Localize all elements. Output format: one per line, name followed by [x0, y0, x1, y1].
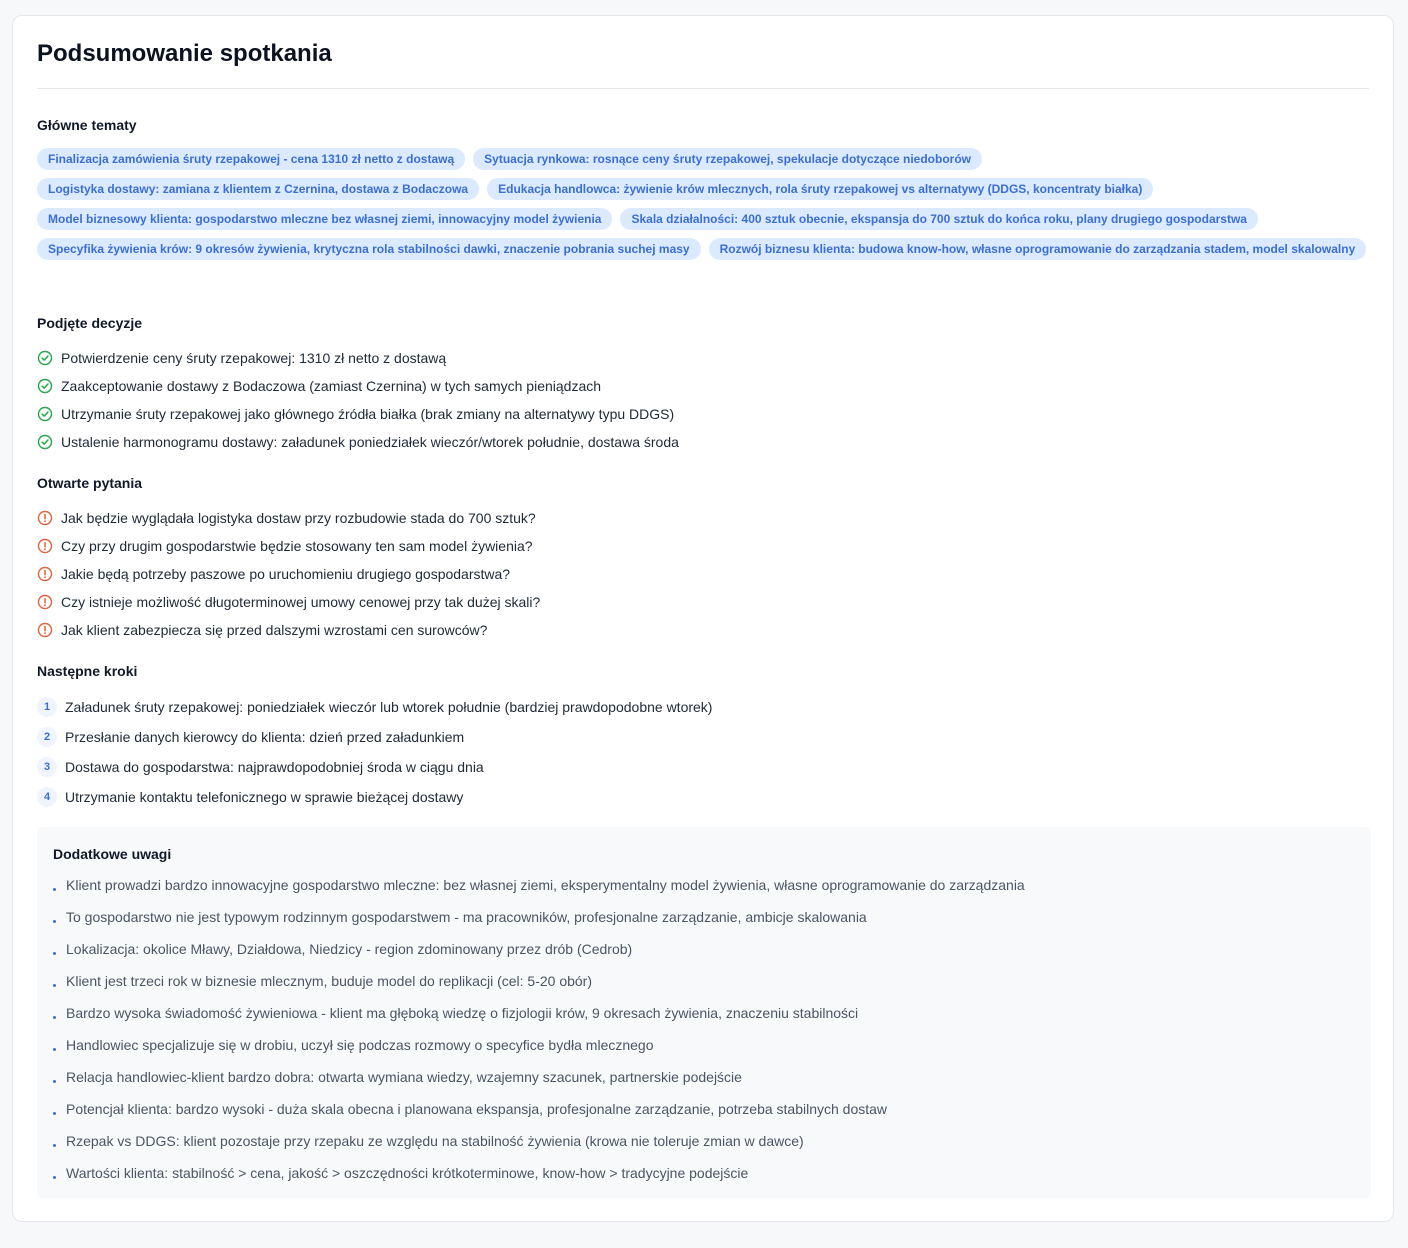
decision-item	[37, 372, 1371, 400]
note-text: Potencjał klienta: bardzo wysoki - duża skala obecna i planowana ekspansja, profesjonalne zarządzanie, potrzeba stabilnych dostaw	[66, 1101, 888, 1117]
note-text: To gospodarstwo nie jest typowym rodzinnym gospodarstwem - ma pracowników, profesjonalne zarządzanie, ambicje skalowania	[66, 909, 867, 925]
next-step-item	[37, 752, 1371, 782]
bullet-dot-icon	[53, 1144, 56, 1147]
summary-card	[12, 15, 1394, 1222]
question-item	[37, 532, 1371, 560]
check-circle-icon	[37, 434, 53, 450]
bullet-dot-icon	[53, 984, 56, 987]
open-questions-section	[37, 474, 1371, 644]
note-text: Wartości klienta: stabilność > cena, jakość > oszczędności krótkoterminowe, know-how > tradycyjne podejście	[66, 1165, 749, 1181]
decisions-heading: Podjęte decyzje	[37, 315, 143, 331]
question-item	[37, 504, 1371, 532]
page-title: Podsumowanie spotkania	[37, 40, 332, 67]
note-text: Handlowiec specjalizuje się w drobiu, uczył się podczas rozmowy o specyfice bydła mlecznego	[66, 1037, 654, 1053]
question-text: Czy przy drugim gospodarstwie będzie stosowany ten sam model żywienia?	[61, 538, 533, 554]
decision-text: Potwierdzenie ceny śruty rzepakowej: 1310 zł netto z dostawą	[61, 350, 447, 366]
bullet-dot-icon	[53, 1048, 56, 1051]
bullet-dot-icon	[53, 1080, 56, 1083]
decision-item	[37, 428, 1371, 456]
main-topics-heading: Główne tematy	[37, 117, 137, 133]
topic-chip: Specyfika żywienia krów: 9 okresów żywienia, krytyczna rola stabilności dawki, znaczenie pobrania suchej masy	[37, 238, 701, 260]
topic-chip: Sytuacja rynkowa: rosnące ceny śruty rzepakowej, spekulacje dotyczące niedoborów	[473, 148, 982, 170]
alert-circle-icon	[37, 566, 53, 582]
alert-circle-icon	[37, 622, 53, 638]
note-item	[53, 869, 1355, 901]
open-questions-list	[37, 504, 1371, 644]
step-text: Załadunek śruty rzepakowej: poniedziałek wieczór lub wtorek południe (bardziej prawdopodobne wtorek)	[65, 699, 713, 715]
next-steps-heading: Następne kroki	[37, 663, 138, 679]
alert-circle-icon	[37, 510, 53, 526]
next-steps-list	[37, 692, 1371, 812]
title-divider	[37, 88, 1369, 89]
question-item	[37, 560, 1371, 588]
bullet-dot-icon	[53, 1112, 56, 1115]
main-topics-section	[37, 116, 1371, 260]
note-item	[53, 1061, 1355, 1093]
decision-text: Utrzymanie śruty rzepakowej jako głównego źródła białka (brak zmiany na alternatywy typu DDGS)	[61, 406, 675, 422]
open-questions-heading: Otwarte pytania	[37, 475, 143, 491]
step-text: Dostawa do gospodarstwa: najprawdopodobniej środa w ciągu dnia	[65, 759, 484, 775]
question-text: Czy istnieje możliwość długoterminowej umowy cenowej przy tak dużej skali?	[61, 594, 541, 610]
note-item	[53, 1157, 1355, 1189]
step-text: Przesłanie danych kierowcy do klienta: dzień przed załadunkiem	[65, 729, 465, 745]
bullet-dot-icon	[53, 952, 56, 955]
decision-text: Ustalenie harmonogramu dostawy: załadunek poniedziałek wieczór/wtorek południe, dostawa środa	[61, 434, 679, 450]
additional-notes-panel	[37, 827, 1371, 1198]
bullet-dot-icon	[53, 1176, 56, 1179]
topic-chip: Model biznesowy klienta: gospodarstwo mleczne bez własnej ziemi, innowacyjny model żywienia	[37, 208, 612, 230]
note-item	[53, 1029, 1355, 1061]
alert-circle-icon	[37, 538, 53, 554]
bullet-dot-icon	[53, 1016, 56, 1019]
topic-chip: Skala działalności: 400 sztuk obecnie, ekspansja do 700 sztuk do końca roku, plany drugiego gospodarstwa	[620, 208, 1258, 230]
alert-circle-icon	[37, 594, 53, 610]
decision-text: Zaakceptowanie dostawy z Bodaczowa (zamiast Czernina) w tych samych pieniądzach	[61, 378, 602, 394]
question-text: Jakie będą potrzeby paszowe po uruchomieniu drugiego gospodarstwa?	[61, 566, 511, 582]
note-item	[53, 997, 1355, 1029]
note-item	[53, 965, 1355, 997]
step-number-badge: 2	[37, 727, 57, 747]
note-text: Relacja handlowiec-klient bardzo dobra: otwarta wymiana wiedzy, wzajemny szacunek, partnerskie podejście	[66, 1069, 742, 1085]
note-item	[53, 1093, 1355, 1125]
decision-item	[37, 344, 1371, 372]
decisions-list	[37, 344, 1371, 456]
topic-chip: Finalizacja zamówienia śruty rzepakowej - cena 1310 zł netto z dostawą	[37, 148, 465, 170]
check-circle-icon	[37, 378, 53, 394]
bullet-dot-icon	[53, 888, 56, 891]
step-number-badge: 3	[37, 757, 57, 777]
note-text: Lokalizacja: okolice Mławy, Działdowa, Niedzicy - region zdominowany przez drób (Cedrob)	[66, 941, 633, 957]
step-number-badge: 4	[37, 787, 57, 807]
note-text: Bardzo wysoka świadomość żywieniowa - klient ma głęboką wiedzę o fizjologii krów, 9 okresach żywienia, znaczeniu stabilności	[66, 1005, 859, 1021]
note-item	[53, 1125, 1355, 1157]
topic-chip: Edukacja handlowca: żywienie krów mlecznych, rola śruty rzepakowej vs alternatywy (DDGS, koncentraty białka)	[487, 178, 1153, 200]
question-text: Jak klient zabezpiecza się przed dalszymi wzrostami cen surowców?	[61, 622, 488, 638]
note-text: Klient jest trzeci rok w biznesie mlecznym, buduje model do replikacji (cel: 5-20 obór)	[66, 973, 592, 989]
decisions-section	[37, 314, 1371, 456]
next-step-item	[37, 722, 1371, 752]
next-step-item	[37, 692, 1371, 722]
question-text: Jak będzie wyglądała logistyka dostaw przy rozbudowie stada do 700 sztuk?	[61, 510, 536, 526]
note-item	[53, 933, 1355, 965]
next-step-item	[37, 782, 1371, 812]
next-steps-section	[37, 662, 1371, 812]
note-item	[53, 901, 1355, 933]
decision-item	[37, 400, 1371, 428]
note-text: Rzepak vs DDGS: klient pozostaje przy rzepaku ze względu na stabilność żywienia (krowa nie toleruje zmian w dawce)	[66, 1133, 804, 1149]
bullet-dot-icon	[53, 920, 56, 923]
check-circle-icon	[37, 406, 53, 422]
step-number-badge: 1	[37, 697, 57, 717]
question-item	[37, 616, 1371, 644]
additional-notes-list	[53, 869, 1355, 1189]
question-item	[37, 588, 1371, 616]
topic-chip: Rozwój biznesu klienta: budowa know-how, własne oprogramowanie do zarządzania stadem, model skalowalny	[709, 238, 1367, 260]
topic-chip: Logistyka dostawy: zamiana z klientem z Czernina, dostawa z Bodaczowa	[37, 178, 479, 200]
additional-notes-heading: Dodatkowe uwagi	[53, 846, 172, 862]
check-circle-icon	[37, 350, 53, 366]
topic-chips	[37, 148, 1371, 260]
note-text: Klient prowadzi bardzo innowacyjne gospodarstwo mleczne: bez własnej ziemi, eksperymentalny model żywienia, własne oprogramowanie do zarządzania	[66, 877, 1025, 893]
step-text: Utrzymanie kontaktu telefonicznego w sprawie bieżącej dostawy	[65, 789, 464, 805]
